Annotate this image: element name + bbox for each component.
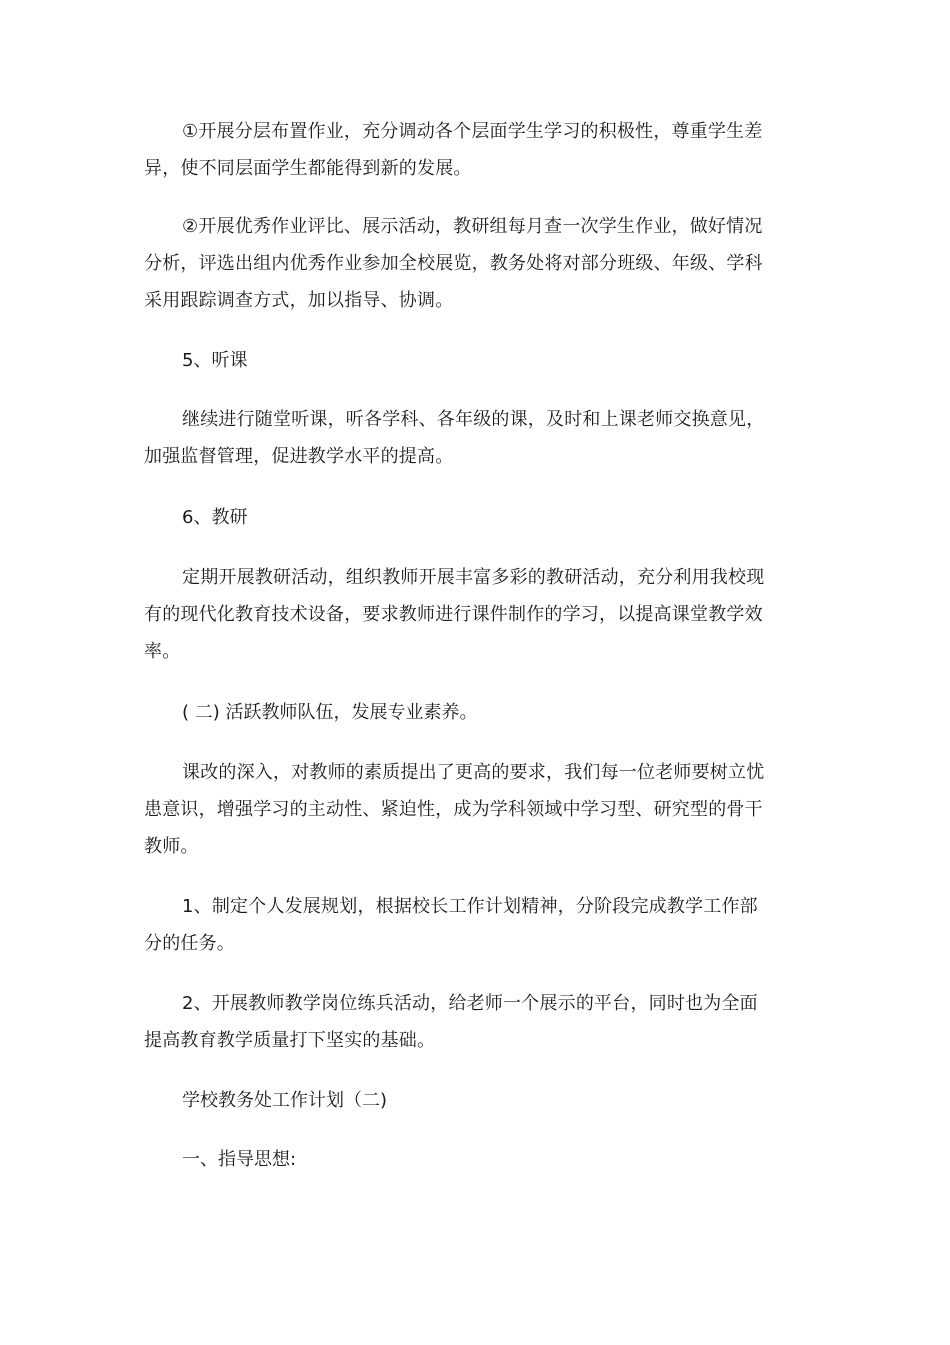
heading-guiding-ideology: 一、指导思想:: [182, 1149, 297, 1170]
heading-work-plan-two: 学校教务处工作计划（二): [182, 1090, 388, 1111]
paragraph-development-plan: 1、制定个人发展规划，根据校长工作计划精神，分阶段完成教学工作部分的任务。: [144, 896, 758, 954]
heading-lesson-observation: 5、听课: [182, 350, 248, 371]
heading-teacher-team: ( 二) 活跃教师队伍，发展专业素养。: [182, 702, 478, 723]
paragraph-layered-homework: ①开展分层布置作业，充分调动各个层面学生学习的积极性，尊重学生差异，使不同层面学生都能得到新的发展。: [144, 121, 763, 179]
paragraph-skill-training: 2、开展教师教学岗位练兵活动，给老师一个展示的平台，同时也为全面提高教育教学质量打下坚实的基础。: [144, 993, 758, 1051]
paragraph-lesson-observation: 继续进行随堂听课，听各学科、各年级的课，及时和上课老师交换意见，加强监督管理，促进教学水平的提高。: [144, 409, 765, 467]
paragraph-homework-evaluation: ②开展优秀作业评比、展示活动，教研组每月查一次学生作业，做好情况分析，评选出组内优秀作业参加全校展览，教务处将对部分班级、年级、学科采用跟踪调查方式，加以指导、协调。: [144, 216, 763, 311]
paragraph-teaching-research: 定期开展教研活动，组织教师开展丰富多彩的教研活动，充分利用我校现有的现代化教育技术设备，要求教师进行课件制作的学习，以提高课堂教学效率。: [144, 567, 765, 662]
heading-teaching-research: 6、教研: [182, 507, 248, 528]
paragraph-curriculum-reform: 课改的深入，对教师的素质提出了更高的要求，我们每一位老师要树立忧患意识，增强学习的主动性、紧迫性，成为学科领域中学习型、研究型的骨干教师。: [144, 762, 765, 857]
